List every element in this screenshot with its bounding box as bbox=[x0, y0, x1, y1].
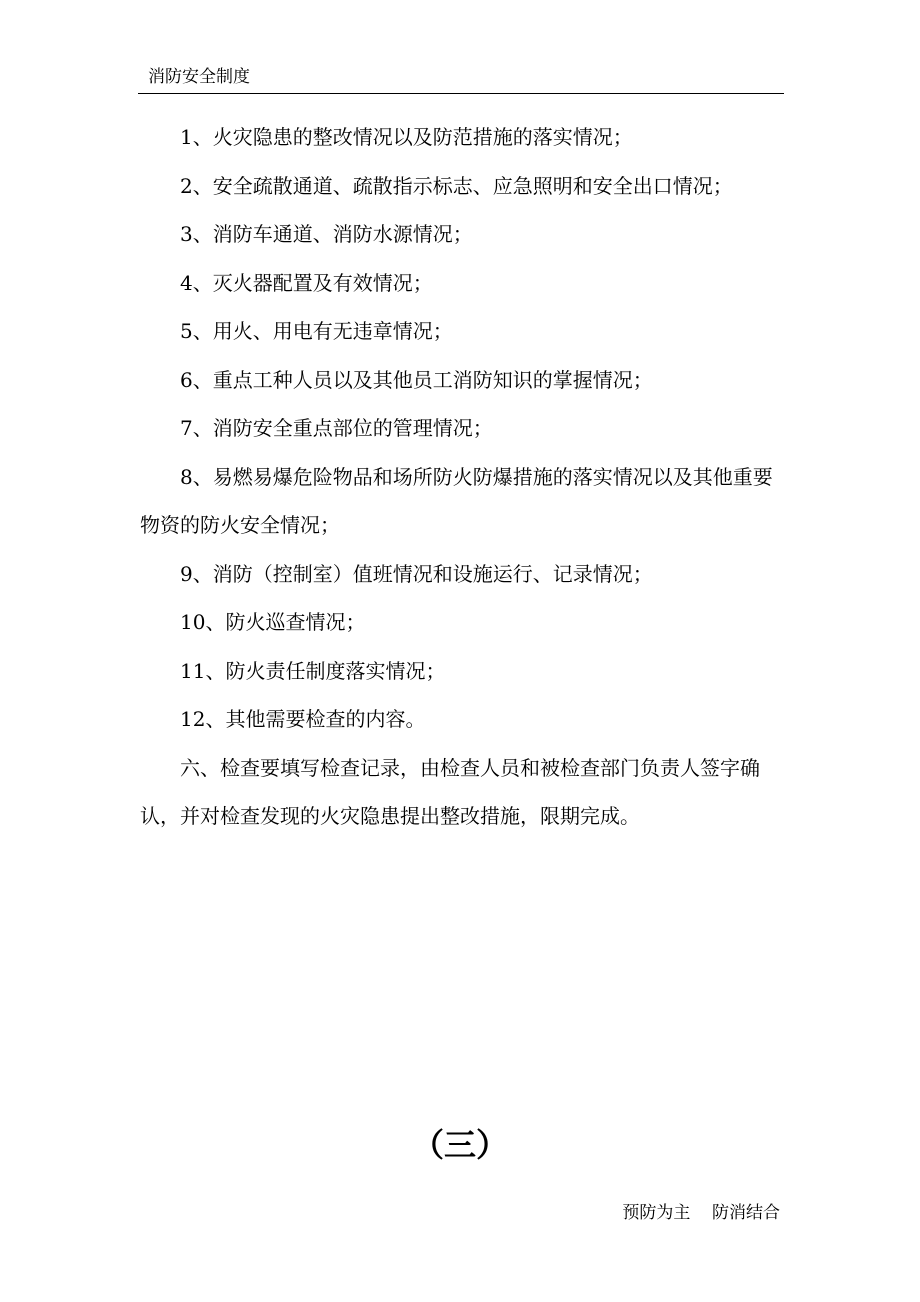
paragraph-six: 六、检查要填写检查记录，由检查人员和被检查部门负责人签字确认，并对检查发现的火灾隐患提出整改措施，限期完成。 bbox=[140, 755, 760, 828]
list-item-2: 2、安全疏散通道、疏散指示标志、应急照明和安全出口情况； bbox=[180, 173, 733, 198]
page-header bbox=[138, 64, 784, 94]
footer-slogan: 预防为主 防消结合 bbox=[622, 1203, 780, 1223]
list-item-4: 4、灭火器配置及有效情况； bbox=[180, 270, 433, 295]
list-item-1: 1、火灾隐患的整改情况以及防范措施的落实情况； bbox=[180, 125, 633, 149]
list-item-12: 12、其他需要检查的内容。 bbox=[180, 707, 426, 731]
list-item-10: 10、防火巡查情况； bbox=[180, 610, 366, 634]
header-title: 消防安全制度 bbox=[148, 67, 250, 87]
list-item-11: 11、防火责任制度落实情况； bbox=[180, 658, 446, 683]
list-item-3: 3、消防车通道、消防水源情况； bbox=[180, 222, 473, 246]
list-item-8: 8、易燃易爆危险物品和场所防火防爆措施的落实情况以及其他重要物资的防火安全情况； bbox=[140, 464, 773, 537]
document-body bbox=[140, 113, 785, 841]
section-title: （三） bbox=[411, 1126, 508, 1164]
list-item-6: 6、重点工种人员以及其他员工消防知识的掌握情况； bbox=[180, 367, 653, 392]
list-item-7: 7、消防安全重点部位的管理情况； bbox=[180, 416, 493, 440]
list-item-5: 5、用火、用电有无违章情况； bbox=[180, 319, 453, 343]
list-item-9: 9、消防（控制室）值班情况和设施运行、记录情况； bbox=[180, 561, 653, 586]
